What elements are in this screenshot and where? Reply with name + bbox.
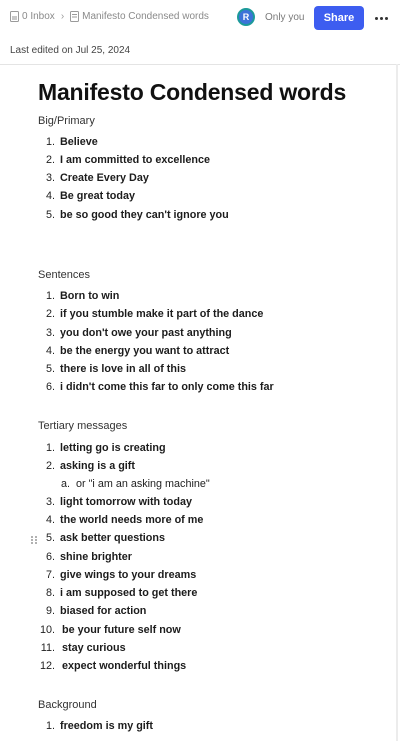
- section-heading-background[interactable]: Background: [38, 699, 97, 711]
- list-item[interactable]: 12. expect wonderful things: [39, 660, 187, 672]
- inbox-icon: [10, 11, 19, 22]
- list-item[interactable]: 1. Born to win: [45, 290, 120, 302]
- list-item[interactable]: 3. Create Every Day: [45, 172, 149, 184]
- list-item[interactable]: 5. be so good they can't ignore you: [45, 209, 229, 221]
- list-item[interactable]: 1. freedom is my gift: [45, 720, 153, 732]
- list-item[interactable]: 4. be the energy you want to attract: [45, 345, 230, 357]
- section-heading-tertiary[interactable]: Tertiary messages: [38, 420, 128, 432]
- avatar[interactable]: R: [237, 8, 255, 26]
- inbox-link[interactable]: 0 Inbox: [22, 11, 55, 22]
- scrollbar[interactable]: [396, 64, 398, 741]
- list-item[interactable]: 3. you don't owe your past anything: [45, 327, 232, 339]
- visibility-label[interactable]: Only you: [265, 12, 305, 23]
- divider: [0, 64, 400, 65]
- list-item[interactable]: 2. if you stumble make it part of the dance: [45, 308, 264, 320]
- list-item[interactable]: 9. biased for action: [45, 605, 147, 617]
- list-item[interactable]: 2. asking is a gift: [45, 460, 135, 472]
- page-title[interactable]: Manifesto Condensed words: [38, 79, 347, 105]
- list-item[interactable]: 5. ask better questions: [45, 532, 166, 544]
- breadcrumb-document[interactable]: Manifesto Condensed words: [82, 11, 209, 22]
- more-options-icon[interactable]: [372, 9, 390, 27]
- list-item[interactable]: 8. i am supposed to get there: [45, 587, 198, 599]
- breadcrumb-separator: ›: [60, 11, 65, 22]
- list-item[interactable]: 5. there is love in all of this: [45, 363, 186, 375]
- last-edited: Last edited on Jul 25, 2024: [10, 45, 131, 56]
- list-item[interactable]: 1. Believe: [45, 136, 98, 148]
- list-item[interactable]: 4. the world needs more of me: [45, 514, 204, 526]
- share-button[interactable]: Share: [314, 6, 364, 30]
- top-bar: [0, 0, 400, 36]
- list-item[interactable]: 4. Be great today: [45, 190, 135, 202]
- section-heading-big-primary[interactable]: Big/Primary: [38, 115, 95, 127]
- list-item[interactable]: 6. i didn't come this far to only come this far: [45, 381, 274, 393]
- document-icon: [70, 11, 79, 22]
- section-heading-sentences[interactable]: Sentences: [38, 269, 90, 281]
- list-item[interactable]: 6. shine brighter: [45, 551, 132, 563]
- list-item[interactable]: 10. be your future self now: [39, 624, 181, 636]
- list-item[interactable]: 3. light tomorrow with today: [45, 496, 192, 508]
- breadcrumb: [10, 11, 209, 22]
- list-item[interactable]: 2. I am committed to excellence: [45, 154, 211, 166]
- list-item[interactable]: 1. letting go is creating: [45, 442, 166, 454]
- list-item[interactable]: 11. stay curious: [40, 642, 126, 654]
- list-item[interactable]: 7. give wings to your dreams: [45, 569, 197, 581]
